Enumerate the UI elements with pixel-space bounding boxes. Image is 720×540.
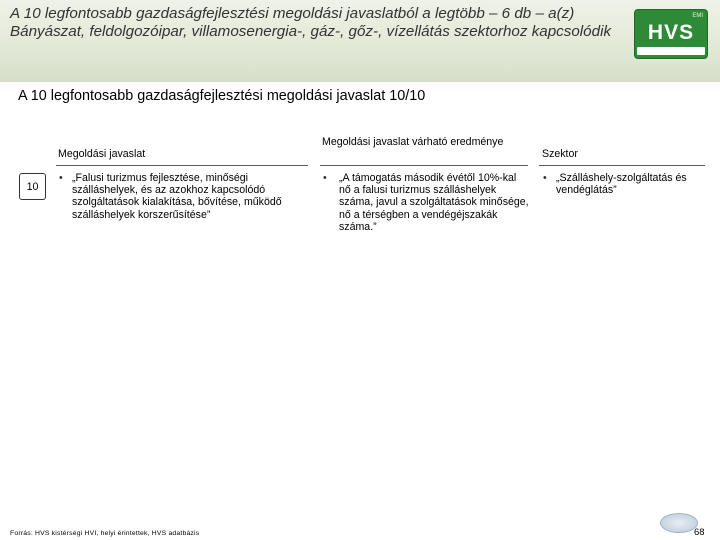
page-title: A 10 legfontosabb gazdaságfejlesztési megoldási javaslatból a legtöbb – 6 db – a(z) Bányászat, feldolgozóipar, villamosenergia-, gáz-, gőz-, vízellátás szektorhoz kapcsolódik <box>10 5 612 40</box>
page-number: 68 <box>694 527 705 538</box>
header-banner <box>0 0 720 82</box>
header-divider-proposal <box>56 165 308 166</box>
outcome-text: „A támogatás második évétől 10%-kal nő a falusi turizmus szálláshelyek száma, javul a szolgáltatások minősége, nő a térségben a vendégéjszakák száma.” <box>339 172 529 233</box>
bullet-outcome: • <box>323 172 327 184</box>
proposal-text: „Falusi turizmus fejlesztése, minőségi szálláshelyek, és az azokhoz kapcsolódó szolgáltatások kialakítása, bővítése, működő szálláshelyek korszerűsítése” <box>72 172 282 221</box>
bullet-proposal: • <box>59 172 63 184</box>
logo-small-text: EMI <box>692 13 703 19</box>
column-header-sector: Szektor <box>542 148 578 160</box>
footer-emblem-icon <box>660 513 698 533</box>
column-header-proposal: Megoldási javaslat <box>58 148 146 160</box>
hvs-logo <box>634 9 708 59</box>
source-note: Forrás: HVS kistérségi HVI, helyi érintettek, HVS adatbázis <box>10 530 200 537</box>
logo-text: HVS <box>647 21 695 44</box>
bullet-sector: • <box>543 172 547 184</box>
column-header-outcome: Megoldási javaslat várható eredménye <box>322 136 504 148</box>
logo-band <box>637 47 705 55</box>
sector-text: „Szálláshely-szolgáltatás és vendéglátás” <box>556 172 687 197</box>
row-number-badge: 10 <box>19 173 46 200</box>
section-title: A 10 legfontosabb gazdaságfejlesztési megoldási javaslat 10/10 <box>18 88 426 104</box>
header-divider-outcome <box>320 165 528 166</box>
header-divider-sector <box>539 165 705 166</box>
